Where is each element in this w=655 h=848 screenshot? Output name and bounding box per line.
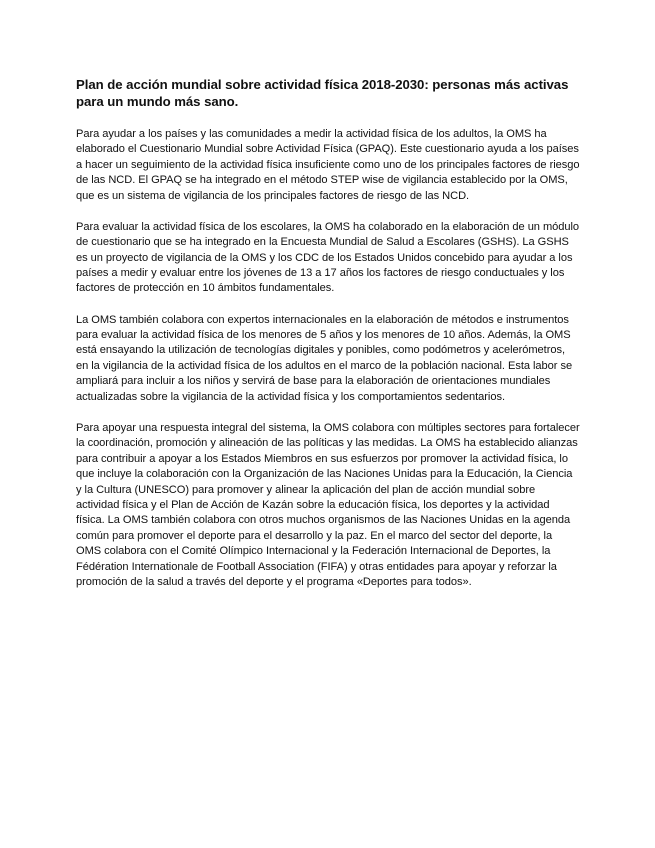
document-page	[76, 76, 580, 606]
paragraph-gpaq: Para ayudar a los países y las comunidades a medir la actividad física de los adultos, la OMS ha elaborado el Cuestionario Mundial sobre Actividad Física (GPAQ). Este cuestionario ayuda a los países a hacer un seguimiento de la actividad física insuficiente como uno de los principales factores de riesgo de las NCD. El GPAQ se ha integrado en el método STEP wise de vigilancia establecido por la OMS, que es un sistema de vigilancia de los principales factores de riesgo de las NCD.	[76, 128, 580, 202]
paragraph-partnerships: Para apoyar una respuesta integral del sistema, la OMS colabora con múltiples sectores para fortalecer la coordinación, promoción y alineación de las políticas y las medidas. La OMS ha establecido alianzas para contribuir a apoyar a los Estados Miembros en sus esfuerzos por promover la actividad física, lo que incluye la colaboración con la Organización de las Naciones Unidas para la Educación, la Ciencia y la Cultura (UNESCO) para promover y alinear la aplicación del plan de acción mundial sobre actividad física y el Plan de Acción de Kazán sobre la educación física, los deportes y la actividad física. La OMS también colabora con otros muchos organismos de las Naciones Unidas en la agenda común para promover el deporte para el desarrollo y la paz. En el marco del sector del deporte, la OMS colabora con el Comité Olímpico Internacional y la Federación Internacional de Deportes, la Fédération Internationale de Football Association (FIFA) y otras entidades para apoyar y reforzar la promoción de la salud a través del deporte y el programa «Deportes para todos».	[76, 421, 580, 588]
paragraph-methods: La OMS también colabora con expertos internacionales en la elaboración de métodos e instrumentos para evaluar la actividad física de los menores de 5 años y los menores de 10 años. Además, la OMS está ensayando la utilización de tecnologías digitales y ponibles, como podómetros y acelerómetros, en la vigilancia de la actividad física de los adultos en el marco de la población nacional. Esta labor se ampliará para incluir a los niños y servirá de base para la elaboración de orientaciones mundiales actualizadas sobre la vigilancia de la actividad física y los comportamientos sedentarios.	[76, 313, 573, 403]
paragraph-gshs: Para evaluar la actividad física de los escolares, la OMS ha colaborado en la elaboración de un módulo de cuestionario que se ha integrado en la Encuesta Mundial de Salud a Escolares (GSHS). La GSHS es un proyecto de vigilancia de la OMS y los CDC de los Estados Unidos concebido para ayudar a los países a medir y evaluar entre los jóvenes de 13 a 17 años los factores de riesgo conductuales y los factores de protección en 10 ámbitos fundamentales.	[76, 220, 580, 295]
document-title: Plan de acción mundial sobre actividad física 2018-2030: personas más activas para un mundo más sano.	[76, 77, 569, 109]
